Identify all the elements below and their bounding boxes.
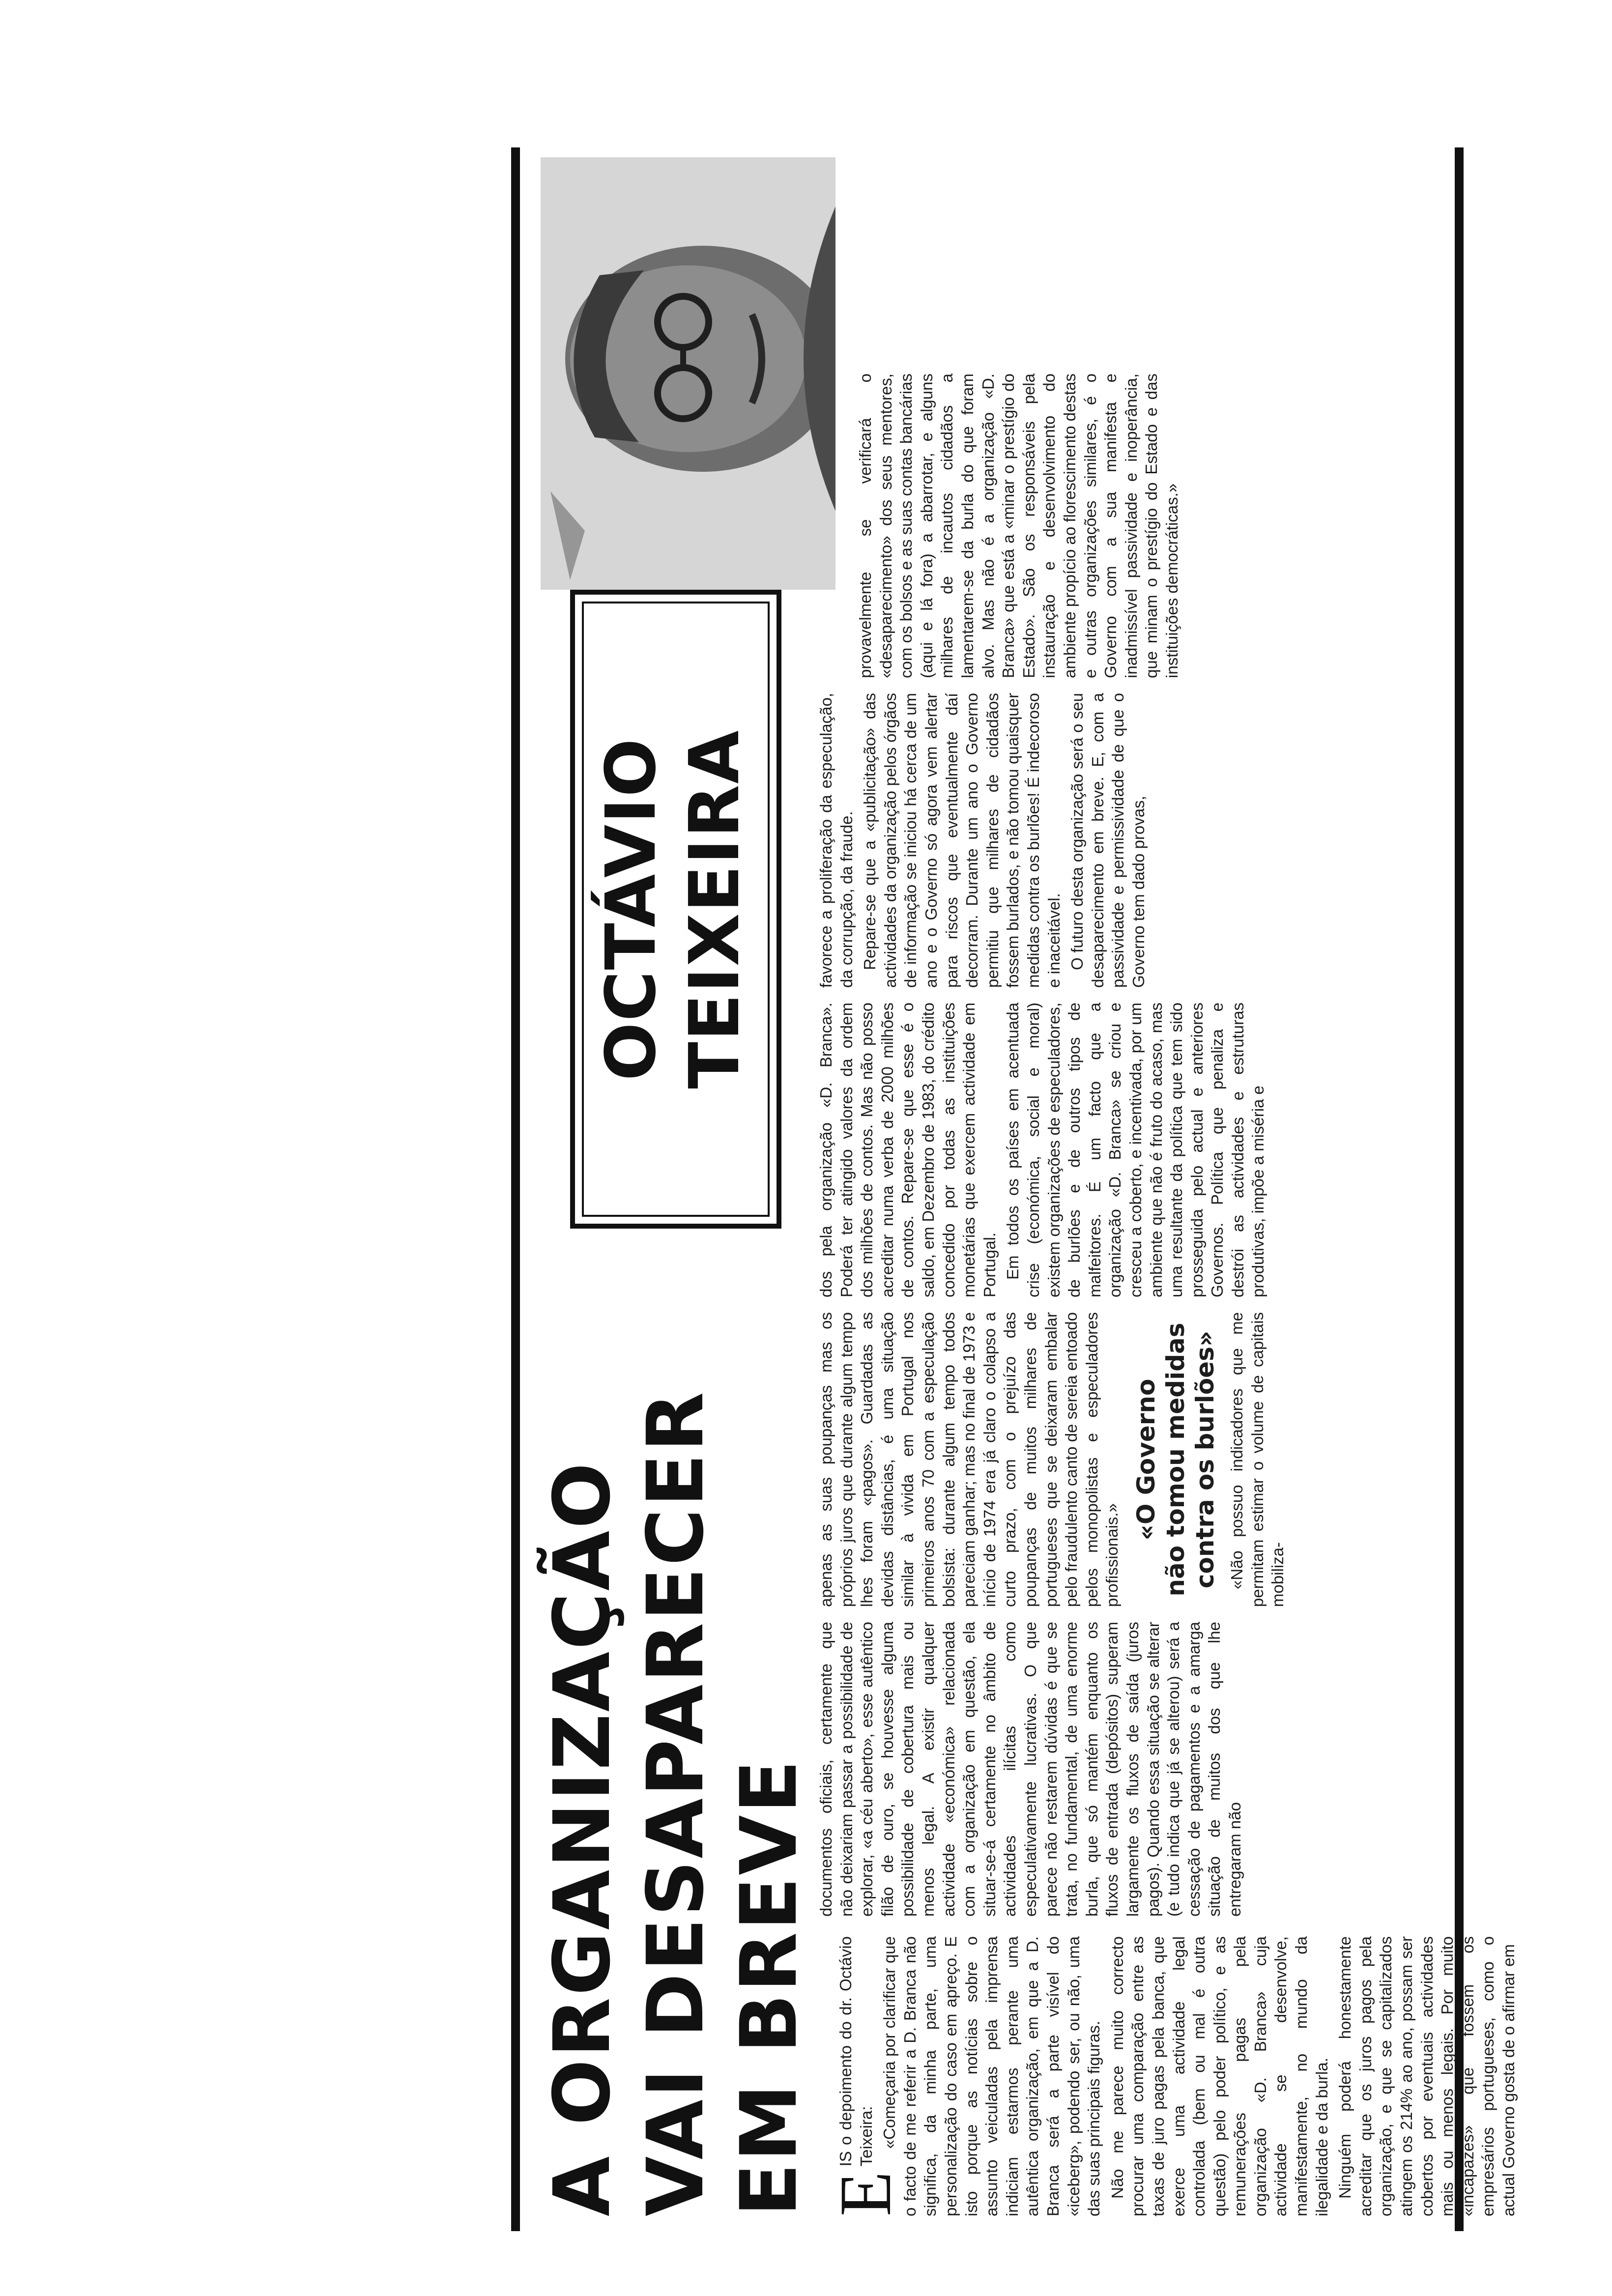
author-photo — [541, 157, 835, 590]
article-paragraph: provavelmente se verificará o «desaparecimento» dos seus mentores, com os bolsos e as suas contas bancárias (aqui e lá fora) a abarrotar, e alguns milhares de incautos cidadãos a lamentarem-se da burla do que foram alvo. Mas não é a organização «D. Branca» que está a «minar o prestígio do Estado». São os responsáveis pela instauração e desenvolvimento do ambiente propício ao florescimento destas e outras organizações similares, é o Governo com a sua manifesta e inadmissível passividade e inoperância, que minam o prestígio do Estado e das instituições democráticas.» — [856, 373, 1181, 678]
article-paragraph: «Não possuo indicadores que me permitam estimar o volume de capitais mobiliza- — [1227, 1312, 1287, 1607]
headline-line-2: VAI DESAPARECER — [631, 1390, 721, 2216]
article-column-4 — [816, 1003, 1271, 1297]
article-column-2 — [816, 1622, 1248, 1917]
article-paragraph: documentos oficiais, certamente que não deixariam passar a possibilidade de explorar, «a céu aberto», esse autêntico filão de ouro, se houvesse alguma possibilidade de cobertura mais ou menos legal. A existir qualquer actividade «económica» relacionada com a organização em questão, ela situar-se-á certamente no âmbito de actividades ilícitas como especulativamente lucrativas. O que parece não restarem dúvidas é que se trata, no fundamental, de uma enorme burla, que só mantém enquanto os fluxos de entrada (depósitos) superam largamente os fluxos de saída (juros pagos). Quando essa situação se alterar (e tudo indica que já se alterou) será a cessação de pagamentos e a amarga situação de muitos dos que lhe entregaram não — [817, 1622, 1244, 1917]
article-column-5 — [816, 693, 1152, 988]
article-paragraph: «Começaria por clarificar que o facto de me referir a D. Branca não significa, da minha parte, uma personalização do caso em apreço. E isto porque as notícias sobre o assunto veiculadas pela imprensa indiciam estarmos perante uma autêntica organização, em que a D. Branca será a parte visível do «iceberg», podendo ser, ou não, uma das suas principais figuras. — [880, 1936, 1103, 2216]
article-paragraph: Em todos os países em acentuada crise (económica, social e moral) existem organizações de especuladores, de burlões e de outros tipos de malfeitores. É um facto que a organização «D. Branca» se criou e cresceu a coberto, e incentivada, por um ambiente que não é fruto do acaso, mas uma resultante da política que tem sido prosseguida pelo actual e anteriores Governos. Política que penaliza e destrói as actividades e estruturas produtivas, impõe a miséria e — [1004, 1003, 1267, 1297]
author-name — [590, 624, 757, 1194]
article-column-1 — [825, 1936, 1522, 2216]
drop-cap: E — [825, 2171, 906, 2216]
author-first-name: OCTÁVIO — [591, 737, 671, 1081]
article-paragraph: favorece a proliferação da especulação, da corrupção, da fraude. — [817, 693, 856, 988]
article-column-3 — [816, 1312, 1291, 1607]
newspaper-clipping — [511, 147, 1518, 2231]
article-paragraph: Não me parece muito correcto procurar uma comparação entre as taxas de juro pagas pela banca, que exerce uma actividade legal controlada (bem ou mal é outra questão) pelo poder político, e as remunerações pagas pela organização «D. Branca» cuja actividade se desenvolve, manifestamente, no mundo da ilegalidade e da burla. — [1108, 1936, 1331, 2216]
portrait-photo-icon — [541, 157, 835, 590]
subhead: «O Governo não tomou medidas contra os burlões» — [1131, 1322, 1219, 1597]
article-paragraph: apenas as suas poupanças mas os próprios juros que durante algum tempo lhes foram «pagos». Guardadas as devidas distâncias, é uma situação similar à vivida em Portugal nos primeiros anos 70 com a especulação bolsista: durante algum tempo todos pareciam ganhar; mas no final de 1973 e início de 1974 era já claro o colapso a curto prazo, com o prejuízo das poupanças de muitos milhares de portugueses que se deixaram embalar pelo fraudulento canto de sereia entoado pelos monopolistas e especuladores profissionais.» — [817, 1312, 1122, 1607]
article-paragraph: E IS o depoimento do dr. Octávio Teixeira: — [825, 1936, 906, 2216]
author-box — [570, 590, 781, 1229]
article-paragraph: O futuro desta organização será o seu desaparecimento em breve. E, com a passividade e permissividade de que o Governo tem dado provas, — [1068, 693, 1148, 988]
article-paragraph: Ninguém poderá honestamente acreditar que os juros pagos pela organização, e que se capitalizados atingem os 214% ao ano, possam ser cobertos por eventuais actividades mais ou menos legais. Por muito «incapazes» que fossem os empresários portugueses, como o actual Governo gosta de o afirmar em — [1336, 1936, 1518, 2216]
article-paragraph: Repare-se que a «publicitação» das actividades da organização pelos órgãos de informação se iniciou há cerca de um ano e o Governo só agora vem alertar para riscos que eventualmente daí decorram. Durante um ano o Governo permitiu que milhares de cidadãos fossem burlados, e não tomou quaisquer medidas contra os burlões! É indecoroso e inaceitável. — [861, 693, 1063, 988]
author-last-name: TEIXEIRA — [675, 729, 755, 1089]
headline-line-1: A ORGANIZAÇÃO — [537, 1461, 628, 2216]
article-paragraph: dos pela organização «D. Branca». Poderá ter atingido valores da ordem dos milhões de contos. Mas não posso acreditar numa verba de 2000 milhões de contos. Repare-se que esse é o saldo, em Dezembro de 1983, do crédito concedido por todas as instituições monetárias que exercem actividade em Portugal. — [817, 1003, 999, 1297]
article-column-6 — [855, 373, 1185, 678]
headline — [536, 1170, 816, 2216]
headline-line-3: EM BREVE — [724, 1758, 814, 2216]
top-rule — [511, 147, 520, 2231]
bottom-rule — [1455, 147, 1464, 2231]
